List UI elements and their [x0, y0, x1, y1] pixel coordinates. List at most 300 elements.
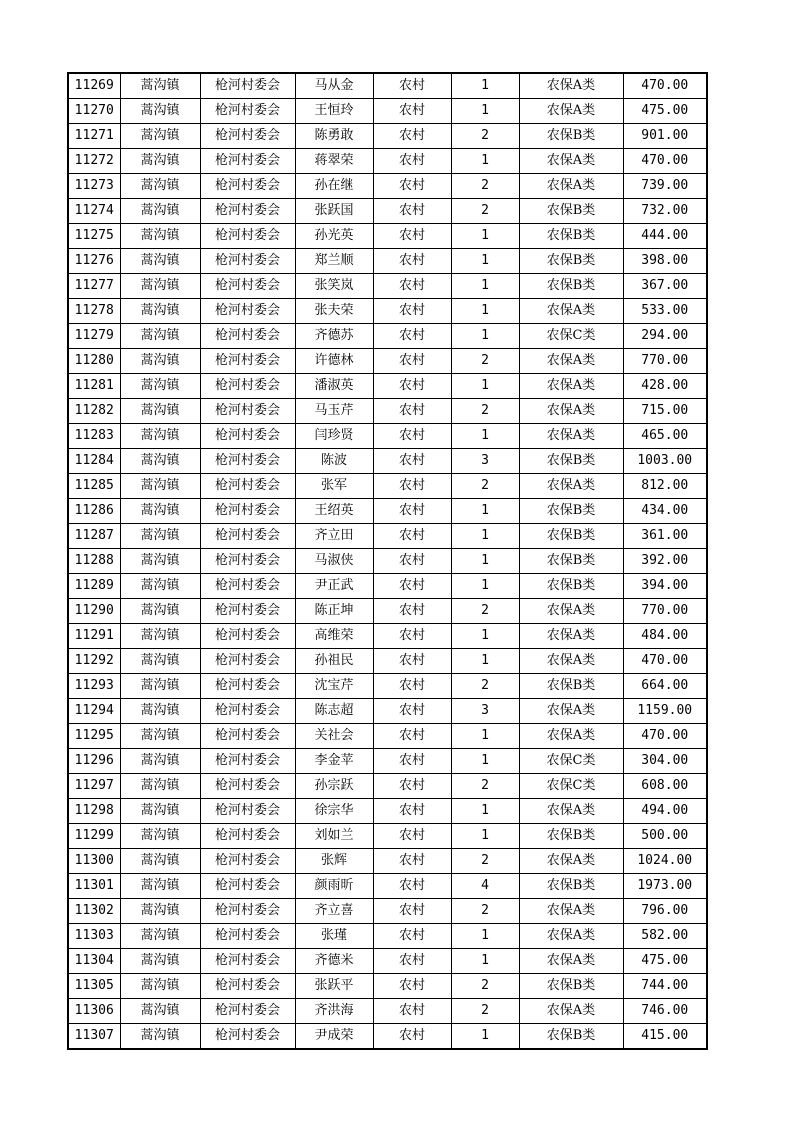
name-cell: 闫珍贤: [295, 424, 373, 449]
table-row: [68, 1024, 707, 1050]
table-row: [68, 999, 707, 1024]
record-id-cell: 11292: [68, 649, 120, 674]
town-cell: 蒿沟镇: [120, 324, 200, 349]
name-cell: 马从金: [295, 73, 373, 99]
amount-cell: 770.00: [623, 349, 707, 374]
name-cell: 马玉芹: [295, 399, 373, 424]
category-cell: 农保A类: [519, 99, 623, 124]
household-type-cell: 农村: [373, 424, 451, 449]
village-committee-cell: 枪河村委会: [200, 999, 295, 1024]
amount-cell: 744.00: [623, 974, 707, 999]
table-row: [68, 524, 707, 549]
person-count-cell: 2: [451, 124, 519, 149]
name-cell: 陈波: [295, 449, 373, 474]
assistance-roster-table: [67, 72, 708, 1050]
table-row: [68, 224, 707, 249]
town-cell: 蒿沟镇: [120, 974, 200, 999]
household-type-cell: 农村: [373, 749, 451, 774]
record-id-cell: 11282: [68, 399, 120, 424]
amount-cell: 465.00: [623, 424, 707, 449]
person-count-cell: 1: [451, 299, 519, 324]
name-cell: 张跃国: [295, 199, 373, 224]
person-count-cell: 2: [451, 349, 519, 374]
record-id-cell: 11304: [68, 949, 120, 974]
amount-cell: 1003.00: [623, 449, 707, 474]
amount-cell: 444.00: [623, 224, 707, 249]
record-id-cell: 11299: [68, 824, 120, 849]
table-row: [68, 599, 707, 624]
town-cell: 蒿沟镇: [120, 949, 200, 974]
village-committee-cell: 枪河村委会: [200, 949, 295, 974]
record-id-cell: 11270: [68, 99, 120, 124]
household-type-cell: 农村: [373, 549, 451, 574]
record-id-cell: 11283: [68, 424, 120, 449]
amount-cell: 470.00: [623, 149, 707, 174]
town-cell: 蒿沟镇: [120, 149, 200, 174]
table-row: [68, 699, 707, 724]
name-cell: 张笑岚: [295, 274, 373, 299]
person-count-cell: 3: [451, 449, 519, 474]
record-id-cell: 11275: [68, 224, 120, 249]
table-row: [68, 499, 707, 524]
person-count-cell: 1: [451, 324, 519, 349]
amount-cell: 812.00: [623, 474, 707, 499]
person-count-cell: 1: [451, 249, 519, 274]
record-id-cell: 11272: [68, 149, 120, 174]
name-cell: 尹正武: [295, 574, 373, 599]
town-cell: 蒿沟镇: [120, 274, 200, 299]
town-cell: 蒿沟镇: [120, 849, 200, 874]
person-count-cell: 1: [451, 949, 519, 974]
household-type-cell: 农村: [373, 649, 451, 674]
town-cell: 蒿沟镇: [120, 699, 200, 724]
record-id-cell: 11284: [68, 449, 120, 474]
person-count-cell: 1: [451, 1024, 519, 1050]
name-cell: 孙宗跃: [295, 774, 373, 799]
town-cell: 蒿沟镇: [120, 399, 200, 424]
name-cell: 刘如兰: [295, 824, 373, 849]
person-count-cell: 1: [451, 73, 519, 99]
category-cell: 农保C类: [519, 774, 623, 799]
village-committee-cell: 枪河村委会: [200, 924, 295, 949]
household-type-cell: 农村: [373, 249, 451, 274]
town-cell: 蒿沟镇: [120, 474, 200, 499]
table-row: [68, 474, 707, 499]
town-cell: 蒿沟镇: [120, 799, 200, 824]
category-cell: 农保B类: [519, 224, 623, 249]
village-committee-cell: 枪河村委会: [200, 624, 295, 649]
table-row: [68, 99, 707, 124]
village-committee-cell: 枪河村委会: [200, 574, 295, 599]
record-id-cell: 11305: [68, 974, 120, 999]
category-cell: 农保A类: [519, 474, 623, 499]
amount-cell: 746.00: [623, 999, 707, 1024]
village-committee-cell: 枪河村委会: [200, 749, 295, 774]
category-cell: 农保A类: [519, 724, 623, 749]
person-count-cell: 1: [451, 749, 519, 774]
table-row: [68, 724, 707, 749]
village-committee-cell: 枪河村委会: [200, 724, 295, 749]
person-count-cell: 1: [451, 524, 519, 549]
person-count-cell: 1: [451, 799, 519, 824]
name-cell: 孙在继: [295, 174, 373, 199]
town-cell: 蒿沟镇: [120, 624, 200, 649]
category-cell: 农保B类: [519, 449, 623, 474]
table-row: [68, 674, 707, 699]
village-committee-cell: 枪河村委会: [200, 524, 295, 549]
amount-cell: 608.00: [623, 774, 707, 799]
record-id-cell: 11287: [68, 524, 120, 549]
category-cell: 农保A类: [519, 349, 623, 374]
category-cell: 农保A类: [519, 174, 623, 199]
person-count-cell: 1: [451, 549, 519, 574]
record-id-cell: 11285: [68, 474, 120, 499]
amount-cell: 1973.00: [623, 874, 707, 899]
category-cell: 农保C类: [519, 324, 623, 349]
record-id-cell: 11274: [68, 199, 120, 224]
town-cell: 蒿沟镇: [120, 549, 200, 574]
record-id-cell: 11273: [68, 174, 120, 199]
name-cell: 张跃平: [295, 974, 373, 999]
table-row: [68, 774, 707, 799]
name-cell: 齐德米: [295, 949, 373, 974]
village-committee-cell: 枪河村委会: [200, 73, 295, 99]
name-cell: 徐宗华: [295, 799, 373, 824]
village-committee-cell: 枪河村委会: [200, 399, 295, 424]
name-cell: 齐立喜: [295, 899, 373, 924]
table-row: [68, 149, 707, 174]
village-committee-cell: 枪河村委会: [200, 824, 295, 849]
amount-cell: 484.00: [623, 624, 707, 649]
name-cell: 陈志超: [295, 699, 373, 724]
town-cell: 蒿沟镇: [120, 73, 200, 99]
amount-cell: 715.00: [623, 399, 707, 424]
name-cell: 蒋翠荣: [295, 149, 373, 174]
household-type-cell: 农村: [373, 949, 451, 974]
table-row: [68, 424, 707, 449]
person-count-cell: 1: [451, 649, 519, 674]
town-cell: 蒿沟镇: [120, 99, 200, 124]
person-count-cell: 2: [451, 674, 519, 699]
amount-cell: 732.00: [623, 199, 707, 224]
village-committee-cell: 枪河村委会: [200, 874, 295, 899]
village-committee-cell: 枪河村委会: [200, 274, 295, 299]
town-cell: 蒿沟镇: [120, 449, 200, 474]
amount-cell: 394.00: [623, 574, 707, 599]
town-cell: 蒿沟镇: [120, 424, 200, 449]
category-cell: 农保A类: [519, 399, 623, 424]
household-type-cell: 农村: [373, 824, 451, 849]
name-cell: 许德林: [295, 349, 373, 374]
table-row: [68, 399, 707, 424]
household-type-cell: 农村: [373, 174, 451, 199]
table-row: [68, 249, 707, 274]
category-cell: 农保A类: [519, 924, 623, 949]
record-id-cell: 11269: [68, 73, 120, 99]
amount-cell: 582.00: [623, 924, 707, 949]
category-cell: 农保B类: [519, 674, 623, 699]
table-row: [68, 849, 707, 874]
name-cell: 马淑侠: [295, 549, 373, 574]
name-cell: 张辉: [295, 849, 373, 874]
amount-cell: 361.00: [623, 524, 707, 549]
table-row: [68, 449, 707, 474]
table-row: [68, 549, 707, 574]
household-type-cell: 农村: [373, 73, 451, 99]
table-row: [68, 949, 707, 974]
person-count-cell: 2: [451, 899, 519, 924]
household-type-cell: 农村: [373, 149, 451, 174]
table-row: [68, 974, 707, 999]
town-cell: 蒿沟镇: [120, 299, 200, 324]
amount-cell: 739.00: [623, 174, 707, 199]
town-cell: 蒿沟镇: [120, 574, 200, 599]
record-id-cell: 11307: [68, 1024, 120, 1050]
category-cell: 农保A类: [519, 149, 623, 174]
name-cell: 潘淑英: [295, 374, 373, 399]
person-count-cell: 1: [451, 924, 519, 949]
name-cell: 颜雨昕: [295, 874, 373, 899]
village-committee-cell: 枪河村委会: [200, 124, 295, 149]
table-row: [68, 324, 707, 349]
amount-cell: 796.00: [623, 899, 707, 924]
record-id-cell: 11288: [68, 549, 120, 574]
village-committee-cell: 枪河村委会: [200, 599, 295, 624]
person-count-cell: 3: [451, 699, 519, 724]
record-id-cell: 11294: [68, 699, 120, 724]
person-count-cell: 2: [451, 599, 519, 624]
name-cell: 王恒玲: [295, 99, 373, 124]
village-committee-cell: 枪河村委会: [200, 849, 295, 874]
name-cell: 尹成荣: [295, 1024, 373, 1050]
category-cell: 农保B类: [519, 499, 623, 524]
household-type-cell: 农村: [373, 224, 451, 249]
household-type-cell: 农村: [373, 449, 451, 474]
table-row: [68, 299, 707, 324]
amount-cell: 428.00: [623, 374, 707, 399]
table-row: [68, 649, 707, 674]
village-committee-cell: 枪河村委会: [200, 974, 295, 999]
town-cell: 蒿沟镇: [120, 724, 200, 749]
person-count-cell: 2: [451, 774, 519, 799]
town-cell: 蒿沟镇: [120, 924, 200, 949]
record-id-cell: 11303: [68, 924, 120, 949]
table-row: [68, 924, 707, 949]
village-committee-cell: 枪河村委会: [200, 249, 295, 274]
record-id-cell: 11279: [68, 324, 120, 349]
village-committee-cell: 枪河村委会: [200, 474, 295, 499]
record-id-cell: 11271: [68, 124, 120, 149]
table-row: [68, 574, 707, 599]
name-cell: 郑兰顺: [295, 249, 373, 274]
village-committee-cell: 枪河村委会: [200, 699, 295, 724]
name-cell: 李金苹: [295, 749, 373, 774]
name-cell: 陈正坤: [295, 599, 373, 624]
category-cell: 农保B类: [519, 574, 623, 599]
household-type-cell: 农村: [373, 99, 451, 124]
amount-cell: 304.00: [623, 749, 707, 774]
record-id-cell: 11289: [68, 574, 120, 599]
table-row: [68, 749, 707, 774]
household-type-cell: 农村: [373, 899, 451, 924]
record-id-cell: 11286: [68, 499, 120, 524]
name-cell: 孙祖民: [295, 649, 373, 674]
table-row: [68, 349, 707, 374]
town-cell: 蒿沟镇: [120, 199, 200, 224]
household-type-cell: 农村: [373, 674, 451, 699]
village-committee-cell: 枪河村委会: [200, 149, 295, 174]
amount-cell: 470.00: [623, 724, 707, 749]
household-type-cell: 农村: [373, 724, 451, 749]
village-committee-cell: 枪河村委会: [200, 1024, 295, 1050]
name-cell: 齐洪海: [295, 999, 373, 1024]
table-row: [68, 824, 707, 849]
person-count-cell: 2: [451, 849, 519, 874]
town-cell: 蒿沟镇: [120, 249, 200, 274]
record-id-cell: 11306: [68, 999, 120, 1024]
household-type-cell: 农村: [373, 374, 451, 399]
town-cell: 蒿沟镇: [120, 774, 200, 799]
amount-cell: 1024.00: [623, 849, 707, 874]
household-type-cell: 农村: [373, 399, 451, 424]
amount-cell: 475.00: [623, 949, 707, 974]
household-type-cell: 农村: [373, 349, 451, 374]
household-type-cell: 农村: [373, 599, 451, 624]
town-cell: 蒿沟镇: [120, 499, 200, 524]
record-id-cell: 11280: [68, 349, 120, 374]
village-committee-cell: 枪河村委会: [200, 549, 295, 574]
record-id-cell: 11296: [68, 749, 120, 774]
record-id-cell: 11278: [68, 299, 120, 324]
person-count-cell: 2: [451, 399, 519, 424]
village-committee-cell: 枪河村委会: [200, 799, 295, 824]
town-cell: 蒿沟镇: [120, 899, 200, 924]
village-committee-cell: 枪河村委会: [200, 349, 295, 374]
category-cell: 农保B类: [519, 524, 623, 549]
name-cell: 沈宝芹: [295, 674, 373, 699]
category-cell: 农保A类: [519, 899, 623, 924]
person-count-cell: 2: [451, 474, 519, 499]
household-type-cell: 农村: [373, 799, 451, 824]
amount-cell: 434.00: [623, 499, 707, 524]
amount-cell: 494.00: [623, 799, 707, 824]
person-count-cell: 2: [451, 199, 519, 224]
town-cell: 蒿沟镇: [120, 874, 200, 899]
person-count-cell: 2: [451, 974, 519, 999]
table-row: [68, 274, 707, 299]
village-committee-cell: 枪河村委会: [200, 424, 295, 449]
amount-cell: 415.00: [623, 1024, 707, 1050]
category-cell: 农保B类: [519, 274, 623, 299]
table-row: [68, 799, 707, 824]
record-id-cell: 11277: [68, 274, 120, 299]
household-type-cell: 农村: [373, 474, 451, 499]
household-type-cell: 农村: [373, 274, 451, 299]
category-cell: 农保A类: [519, 299, 623, 324]
person-count-cell: 1: [451, 499, 519, 524]
village-committee-cell: 枪河村委会: [200, 174, 295, 199]
household-type-cell: 农村: [373, 624, 451, 649]
record-id-cell: 11302: [68, 899, 120, 924]
village-committee-cell: 枪河村委会: [200, 99, 295, 124]
person-count-cell: 1: [451, 724, 519, 749]
household-type-cell: 农村: [373, 524, 451, 549]
household-type-cell: 农村: [373, 299, 451, 324]
category-cell: 农保A类: [519, 699, 623, 724]
person-count-cell: 4: [451, 874, 519, 899]
table-body: [68, 73, 707, 1049]
amount-cell: 901.00: [623, 124, 707, 149]
town-cell: 蒿沟镇: [120, 349, 200, 374]
amount-cell: 475.00: [623, 99, 707, 124]
table-row: [68, 874, 707, 899]
category-cell: 农保B类: [519, 824, 623, 849]
village-committee-cell: 枪河村委会: [200, 774, 295, 799]
person-count-cell: 2: [451, 174, 519, 199]
category-cell: 农保A类: [519, 624, 623, 649]
name-cell: 齐立田: [295, 524, 373, 549]
category-cell: 农保A类: [519, 949, 623, 974]
town-cell: 蒿沟镇: [120, 524, 200, 549]
village-committee-cell: 枪河村委会: [200, 199, 295, 224]
category-cell: 农保C类: [519, 749, 623, 774]
town-cell: 蒿沟镇: [120, 749, 200, 774]
town-cell: 蒿沟镇: [120, 599, 200, 624]
village-committee-cell: 枪河村委会: [200, 324, 295, 349]
village-committee-cell: 枪河村委会: [200, 374, 295, 399]
table-row: [68, 899, 707, 924]
record-id-cell: 11291: [68, 624, 120, 649]
household-type-cell: 农村: [373, 199, 451, 224]
town-cell: 蒿沟镇: [120, 824, 200, 849]
amount-cell: 664.00: [623, 674, 707, 699]
table-row: [68, 174, 707, 199]
category-cell: 农保A类: [519, 424, 623, 449]
person-count-cell: 1: [451, 374, 519, 399]
town-cell: 蒿沟镇: [120, 999, 200, 1024]
household-type-cell: 农村: [373, 499, 451, 524]
amount-cell: 294.00: [623, 324, 707, 349]
person-count-cell: 1: [451, 99, 519, 124]
household-type-cell: 农村: [373, 774, 451, 799]
town-cell: 蒿沟镇: [120, 674, 200, 699]
household-type-cell: 农村: [373, 999, 451, 1024]
amount-cell: 470.00: [623, 649, 707, 674]
town-cell: 蒿沟镇: [120, 124, 200, 149]
person-count-cell: 1: [451, 574, 519, 599]
household-type-cell: 农村: [373, 699, 451, 724]
record-id-cell: 11276: [68, 249, 120, 274]
category-cell: 农保A类: [519, 73, 623, 99]
person-count-cell: 1: [451, 624, 519, 649]
amount-cell: 398.00: [623, 249, 707, 274]
person-count-cell: 1: [451, 424, 519, 449]
name-cell: 关社会: [295, 724, 373, 749]
table-row: [68, 73, 707, 99]
record-id-cell: 11300: [68, 849, 120, 874]
village-committee-cell: 枪河村委会: [200, 224, 295, 249]
village-committee-cell: 枪河村委会: [200, 449, 295, 474]
household-type-cell: 农村: [373, 849, 451, 874]
person-count-cell: 1: [451, 224, 519, 249]
table-row: [68, 624, 707, 649]
category-cell: 农保A类: [519, 799, 623, 824]
record-id-cell: 11281: [68, 374, 120, 399]
record-id-cell: 11301: [68, 874, 120, 899]
category-cell: 农保A类: [519, 999, 623, 1024]
household-type-cell: 农村: [373, 924, 451, 949]
record-id-cell: 11290: [68, 599, 120, 624]
